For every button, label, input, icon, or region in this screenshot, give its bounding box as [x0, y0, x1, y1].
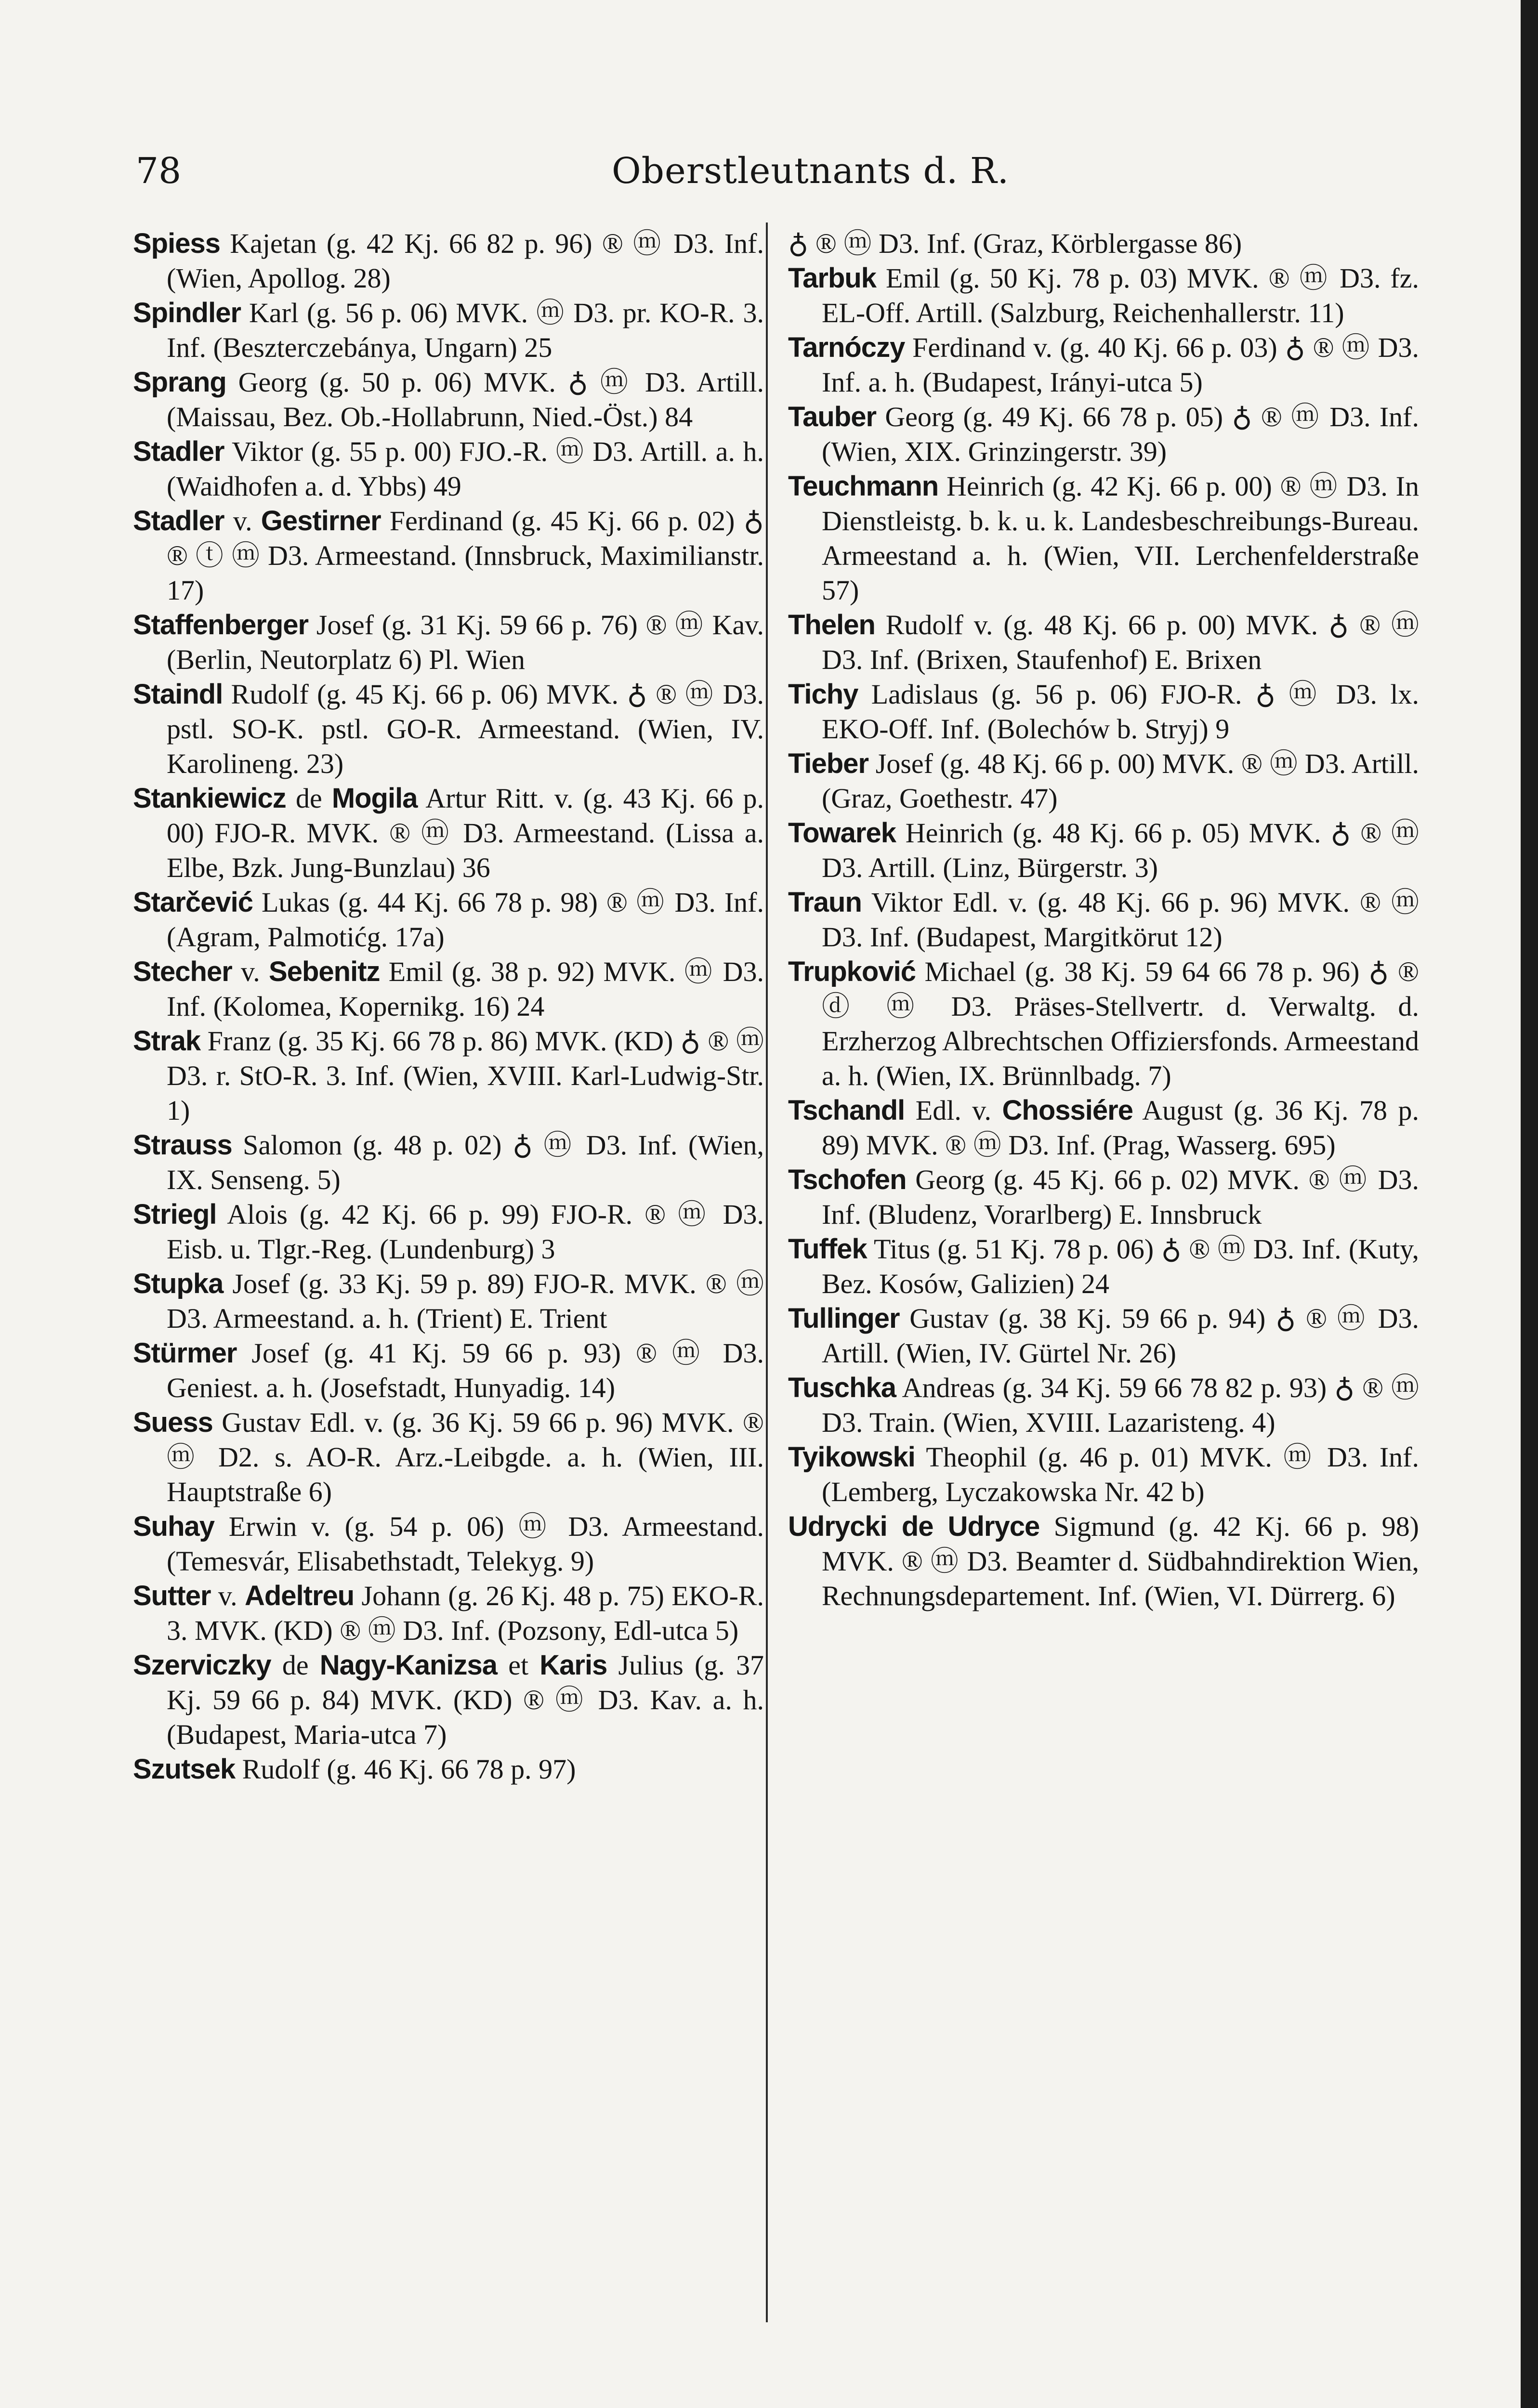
page-header [0, 144, 1538, 202]
entry-details: Rudolf (g. 45 Kj. 66 p. 06) MVK. ♁ ® ⓜ D3. pstl. SO-K. pstl. GO-R. Armeestand. (Wien, IV. Karolineng. 23) [167, 679, 764, 779]
entry-surname: Tullinger [788, 1303, 900, 1334]
directory-entry [788, 1093, 1419, 1163]
entry-details: v. [210, 1580, 245, 1611]
entry-surname: Stadler [133, 436, 224, 467]
entry-details: Andreas (g. 34 Kj. 59 66 78 82 p. 93) ♁ ® ⓜ D3. Train. (Wien, XVIII. Lazaristeng. 4) [822, 1372, 1419, 1438]
entry-surname: Suhay [133, 1511, 215, 1542]
directory-entry [788, 330, 1419, 400]
entry-details: Emil (g. 50 Kj. 78 p. 03) MVK. ® ⓜ D3. fz. EL-Off. Artill. (Salzburg, Reichenhallerstr. 11) [822, 262, 1419, 328]
entry-details: Edl. v. [905, 1095, 1002, 1126]
directory-entry [788, 1371, 1419, 1440]
directory-entry [133, 365, 764, 434]
entry-surname: Szerviczky [133, 1649, 271, 1681]
entry-details: Johann (g. 26 Kj. 48 p. 75) EKO-R. 3. MVK. (KD) ® ⓜ D3. Inf. (Pozsony, Edl-utca 5) [167, 1580, 764, 1646]
directory-entry [133, 955, 764, 1024]
entry-surname: Trupković [788, 956, 916, 987]
directory-entry [133, 1197, 764, 1267]
left-column [133, 226, 764, 1787]
entry-details: Franz (g. 35 Kj. 66 78 p. 86) MVK. (KD) ♁ ® ⓜ D3. r. StO-R. 3. Inf. (Wien, XVIII. Karl-Ludwig-Str. 1) [167, 1025, 764, 1126]
entry-surname: Starčević [133, 887, 253, 918]
directory-entry [788, 1163, 1419, 1232]
entry-details: Ferdinand v. (g. 40 Kj. 66 p. 03) ♁ ® ⓜ D3. Inf. a. h. (Budapest, Irányi-utca 5) [822, 332, 1419, 398]
entry-surname: Stürmer [133, 1337, 237, 1369]
entry-surname: Stankiewicz [133, 783, 286, 814]
entry-details: Georg (g. 45 Kj. 66 p. 02) MVK. ® ⓜ D3. Inf. (Bludenz, Vorarlberg) E. Innsbruck [822, 1164, 1419, 1230]
directory-entry [788, 469, 1419, 608]
entry-details: Emil (g. 38 p. 92) MVK. ⓜ D3. Inf. (Kolomea, Kopernikg. 16) 24 [167, 956, 764, 1022]
right-column [788, 226, 1419, 1613]
entry-details: Heinrich (g. 42 Kj. 66 p. 00) ® ⓜ D3. In Dienstleistg. b. k. u. k. Landesbeschreibungs-Bureau. Armeestand a. h. (Wien, VII. Lerchenfelderstraße 57) [822, 471, 1419, 606]
running-title: Oberstleutnants d. R. [612, 150, 1010, 192]
directory-entry [133, 1128, 764, 1197]
entry-details: August (g. 36 Kj. 78 p. 89) MVK. ® ⓜ D3. Inf. (Prag, Wasserg. 695) [822, 1095, 1419, 1161]
entry-surname: Nagy-Kanizsa [319, 1649, 498, 1681]
entry-surname: Tschofen [788, 1164, 907, 1195]
entry-details: Georg (g. 49 Kj. 66 78 p. 05) ♁ ® ⓜ D3. Inf. (Wien, XIX. Grinzingerstr. 39) [822, 401, 1419, 467]
entry-details: Rudolf v. (g. 48 Kj. 66 p. 00) MVK. ♁ ® ⓜ D3. Inf. (Brixen, Staufenhof) E. Brixen [822, 609, 1419, 675]
entry-surname: Chossiére [1002, 1095, 1133, 1126]
entry-surname: Tuschka [788, 1372, 896, 1403]
directory-entry [788, 261, 1419, 330]
entry-surname: Teuchmann [788, 471, 939, 502]
entry-details: ♁ ® ⓜ D3. Inf. (Graz, Körblergasse 86) [788, 228, 1242, 259]
entry-details: Josef (g. 33 Kj. 59 p. 89) FJO-R. MVK. ® ⓜ D3. Armeestand. a. h. (Trient) E. Trient [167, 1268, 764, 1334]
directory-entry [788, 1301, 1419, 1371]
directory-entry [133, 434, 764, 504]
entry-details: v. [224, 505, 261, 537]
entry-surname: Stupka [133, 1268, 223, 1299]
entry-details: de [271, 1649, 320, 1681]
entry-surname: Tieber [788, 748, 869, 779]
directory-entry [133, 1267, 764, 1336]
entry-details: et [497, 1649, 540, 1681]
directory-entry [788, 1509, 1419, 1613]
entry-surname: Suess [133, 1407, 213, 1438]
entry-surname: Stadler [133, 505, 224, 537]
directory-entry [788, 677, 1419, 746]
directory-entry [788, 816, 1419, 885]
entry-details: Kajetan (g. 42 Kj. 66 82 p. 96) ® ⓜ D3. Inf. (Wien, Apollog. 28) [167, 228, 764, 294]
directory-entry [133, 781, 764, 885]
directory-entry [788, 746, 1419, 816]
entry-surname: Tarnóczy [788, 332, 905, 363]
entry-surname: Staindl [133, 679, 223, 710]
entry-surname: Tichy [788, 679, 858, 710]
entry-surname: Tyikowski [788, 1441, 915, 1473]
entry-surname: Adeltreu [244, 1580, 355, 1611]
entry-surname: Mogila [331, 783, 418, 814]
entry-details: v. [232, 956, 269, 987]
directory-entry [133, 226, 764, 296]
entry-details: Titus (g. 51 Kj. 78 p. 06) ♁ ® ⓜ D3. Inf. (Kuty, Bez. Kosów, Galizien) 24 [822, 1233, 1419, 1299]
directory-entry [133, 1579, 764, 1648]
directory-entry [788, 885, 1419, 955]
entry-surname: Gestirner [261, 505, 381, 537]
directory-entry [133, 504, 764, 608]
entry-details: Gustav (g. 38 Kj. 59 66 p. 94) ♁ ® ⓜ D3. Artill. (Wien, IV. Gürtel Nr. 26) [822, 1303, 1419, 1369]
directory-entry [133, 608, 764, 677]
column-divider [766, 222, 768, 2322]
entry-surname: Towarek [788, 817, 896, 849]
entry-surname: Tauber [788, 401, 877, 432]
entry-surname: Tarbuk [788, 262, 877, 294]
entry-surname: Spindler [133, 297, 241, 328]
directory-entry [133, 296, 764, 365]
directory-entry [788, 400, 1419, 469]
entry-details: Viktor (g. 55 p. 00) FJO.-R. ⓜ D3. Artill. a. h. (Waidhofen a. d. Ybbs) 49 [167, 436, 764, 502]
entry-details: Artur Ritt. v. (g. 43 Kj. 66 p. 00) FJO-R. MVK. ® ⓜ D3. Armeestand. (Lissa a. Elbe, Bzk. Jung-Bunzlau) 36 [167, 783, 764, 883]
directory-entry [788, 226, 1419, 261]
entry-surname: Traun [788, 887, 862, 918]
entry-details: Josef (g. 48 Kj. 66 p. 00) MVK. ® ⓜ D3. Artill. (Graz, Goethestr. 47) [822, 748, 1419, 814]
directory-entry [133, 1648, 764, 1752]
entry-details: Theophil (g. 46 p. 01) MVK. ⓜ D3. Inf. (Lemberg, Lyczakowska Nr. 42 b) [822, 1441, 1419, 1507]
entry-details: Ferdinand (g. 45 Kj. 66 p. 02) ♁ ® ⓣ ⓜ D3. Armeestand. (Innsbruck, Maximilianstr. 17) [167, 505, 764, 606]
directory-entry [133, 1405, 764, 1509]
directory-entry [788, 608, 1419, 677]
entry-surname: Tschandl [788, 1095, 905, 1126]
entry-surname: Strak [133, 1025, 201, 1057]
entry-details: Heinrich (g. 48 Kj. 66 p. 05) MVK. ♁ ® ⓜ D3. Artill. (Linz, Bürgerstr. 3) [822, 817, 1419, 883]
entry-surname: Karis [539, 1649, 607, 1681]
entry-details: Alois (g. 42 Kj. 66 p. 99) FJO-R. ® ⓜ D3. Eisb. u. Tlgr.-Reg. (Lundenburg) 3 [167, 1199, 764, 1265]
entry-surname: Sutter [133, 1580, 211, 1611]
entry-details: Salomon (g. 48 p. 02) ♁ ⓜ D3. Inf. (Wien, IX. Senseng. 5) [167, 1129, 764, 1195]
directory-entry [133, 1752, 764, 1787]
entry-surname: Striegl [133, 1199, 217, 1230]
directory-entry [788, 955, 1419, 1093]
directory-entry [133, 885, 764, 955]
entry-surname: Thelen [788, 609, 875, 641]
entry-details: Viktor Edl. v. (g. 48 Kj. 66 p. 96) MVK. ® ⓜ D3. Inf. (Budapest, Margitkörut 12) [822, 887, 1419, 953]
entry-details: Lukas (g. 44 Kj. 66 78 p. 98) ® ⓜ D3. Inf. (Agram, Palmotićg. 17a) [167, 887, 764, 953]
entry-surname: Staffenberger [133, 609, 309, 641]
entry-details: Sigmund (g. 42 Kj. 66 p. 98) MVK. ® ⓜ D3. Beamter d. Südbahndirektion Wien, Rechnungsdepartement. Inf. (Wien, VI. Dürrerg. 6) [822, 1511, 1419, 1611]
entry-details: Michael (g. 38 Kj. 59 64 66 78 p. 96) ♁ ® ⓓ ⓜ D3. Präses-Stellvertr. d. Verwaltg. d. Erzherzog Albrechtschen Offiziersfonds. Armeestand a. h. (Wien, IX. Brünnlbadg. 7) [822, 956, 1419, 1091]
entry-details: Ladislaus (g. 56 p. 06) FJO-R. ♁ ⓜ D3. lx. EKO-Off. Inf. (Bolechów b. Stryj) 9 [822, 679, 1419, 745]
entry-details: Georg (g. 50 p. 06) MVK. ♁ ⓜ D3. Artill. (Maissau, Bez. Ob.-Hollabrunn, Nied.-Öst.) 84 [167, 366, 764, 432]
entry-surname: Sprang [133, 366, 226, 398]
entry-surname: Szutsek [133, 1754, 236, 1785]
entry-details: Erwin v. (g. 54 p. 06) ⓜ D3. Armeestand. (Temesvár, Elisabethstadt, Telekyg. 9) [167, 1511, 764, 1577]
entry-details: de [286, 783, 332, 814]
entry-surname: Spiess [133, 228, 220, 259]
entry-details: Josef (g. 31 Kj. 59 66 p. 76) ® ⓜ Kav. (Berlin, Neutorplatz 6) Pl. Wien [167, 609, 764, 675]
entry-details: Gustav Edl. v. (g. 36 Kj. 59 66 p. 96) MVK. ® ⓜ D2. s. AO-R. Arz.-Leibgde. a. h. (Wien, III. Hauptstraße 6) [167, 1407, 764, 1507]
directory-entry [788, 1232, 1419, 1301]
entry-surname: Sebenitz [269, 956, 380, 987]
entry-surname: Tuffek [788, 1233, 867, 1265]
directory-entry [133, 1336, 764, 1405]
directory-entry [788, 1440, 1419, 1509]
entry-surname: Udrycki de Udryce [788, 1511, 1040, 1542]
directory-entry [133, 1509, 764, 1579]
entry-surname: Stecher [133, 956, 232, 987]
directory-entry [133, 677, 764, 781]
directory-entry [133, 1024, 764, 1128]
entry-details: Josef (g. 41 Kj. 59 66 p. 93) ® ⓜ D3. Geniest. a. h. (Josefstadt, Hunyadig. 14) [167, 1337, 764, 1403]
entry-surname: Strauss [133, 1129, 232, 1161]
entry-details: Rudolf (g. 46 Kj. 66 78 p. 97) [235, 1754, 576, 1785]
entry-details: Karl (g. 56 p. 06) MVK. ⓜ D3. pr. KO-R. 3. Inf. (Beszterczebánya, Ungarn) 25 [167, 297, 764, 363]
entry-details: Julius (g. 37 Kj. 59 66 p. 84) MVK. (KD) ® ⓜ D3. Kav. a. h. (Budapest, Maria-utca 7) [167, 1649, 764, 1750]
page-number: 78 [136, 150, 182, 192]
